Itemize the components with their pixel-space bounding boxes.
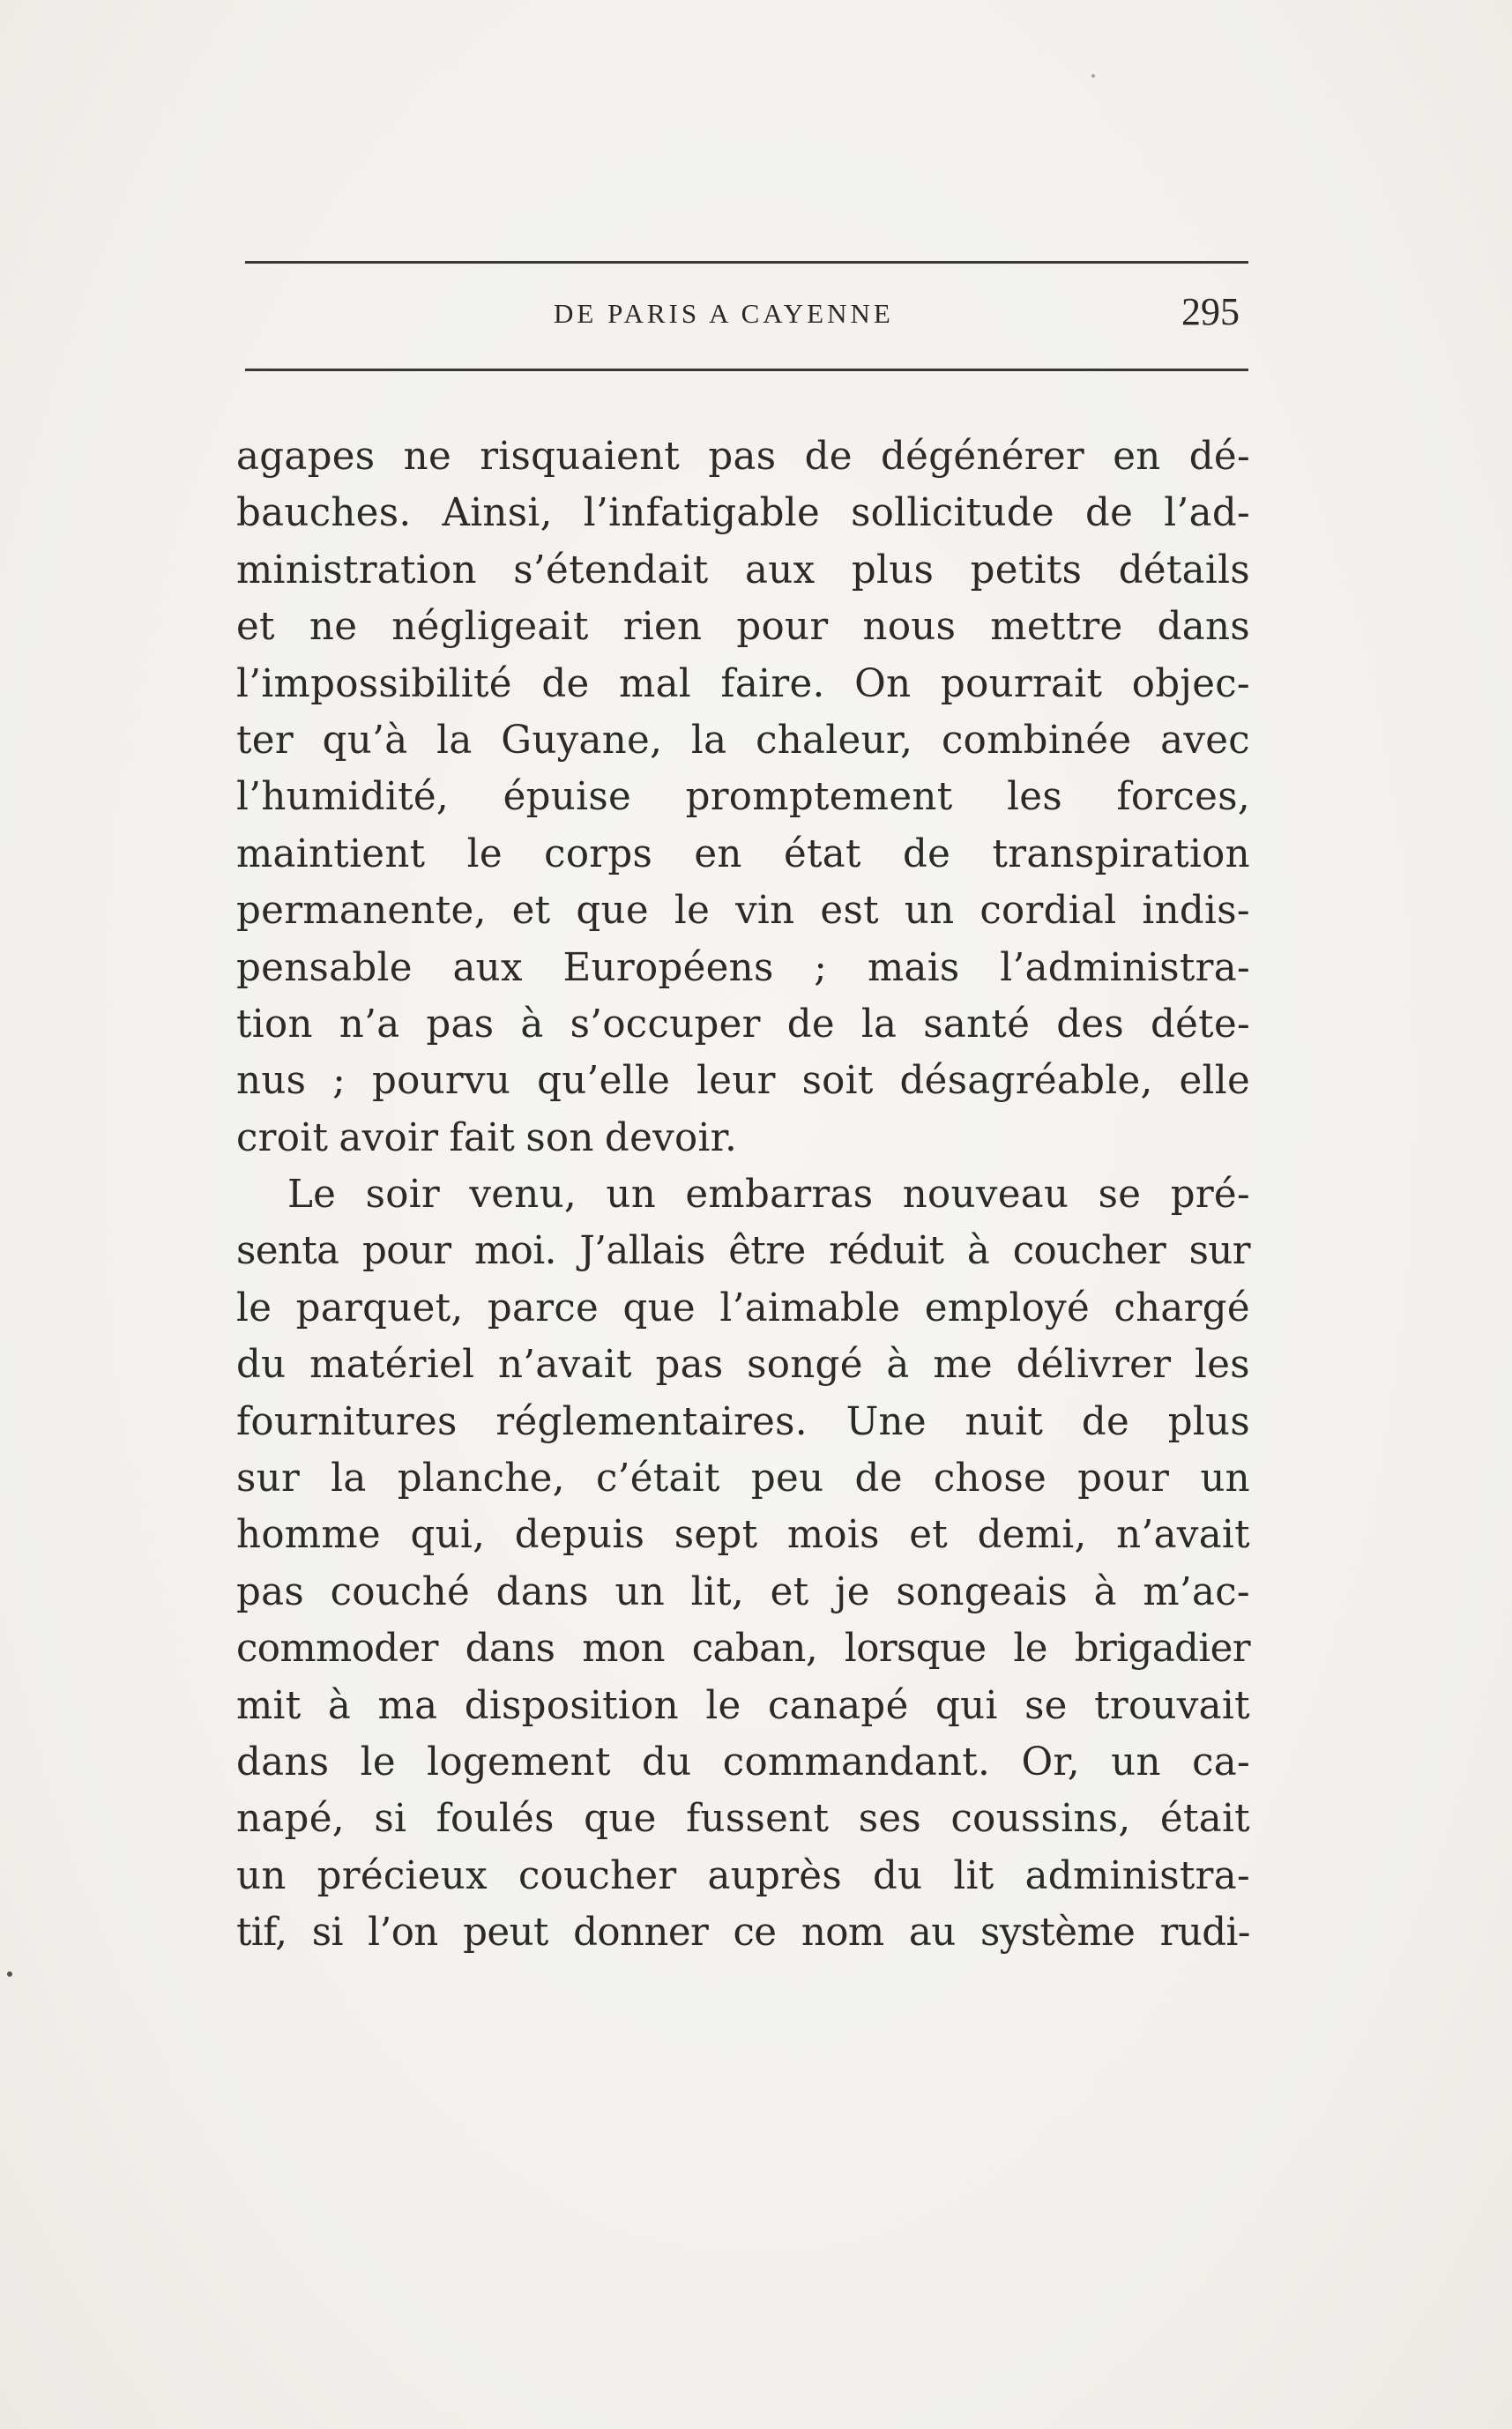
word: peu <box>750 1457 824 1501</box>
word: avec <box>1160 718 1250 763</box>
word: du <box>872 1853 923 1898</box>
word: pour <box>736 605 829 650</box>
word: dans <box>1157 605 1250 650</box>
word: aux <box>745 548 816 592</box>
word: chargé <box>1114 1285 1250 1330</box>
word: depuis <box>514 1513 645 1558</box>
word: cordial <box>979 889 1117 934</box>
word: moi. <box>474 1229 556 1274</box>
word: épuise <box>503 775 631 820</box>
word: administra- <box>1024 1853 1250 1898</box>
word: peut <box>463 1911 548 1956</box>
word: mois <box>786 1513 880 1558</box>
word: pour <box>1077 1457 1170 1501</box>
word: forces, <box>1116 775 1250 820</box>
word: tif, <box>236 1911 287 1956</box>
word: commandant. <box>722 1740 991 1784</box>
word: lit <box>953 1853 994 1898</box>
word: ; <box>814 945 828 990</box>
word: de <box>1085 491 1134 536</box>
word: l’aimable <box>719 1285 901 1330</box>
word: délivrer <box>1016 1343 1172 1388</box>
word: et <box>909 1513 949 1558</box>
word: permanente, <box>236 889 487 934</box>
text-line <box>236 1280 1250 1337</box>
text-line <box>236 1450 1250 1507</box>
word: à <box>966 1229 990 1274</box>
word: le <box>1013 1627 1047 1672</box>
word: sur <box>236 1457 301 1501</box>
word: fournitures <box>236 1399 458 1444</box>
word: de <box>541 661 590 706</box>
word: état <box>783 831 861 876</box>
word: objec- <box>1131 661 1250 706</box>
word: pas <box>708 435 777 479</box>
word: coucher <box>518 1853 677 1898</box>
text-line <box>236 1507 1250 1563</box>
word: n’avait <box>1116 1513 1250 1558</box>
word: des <box>1056 1002 1125 1047</box>
word: un <box>236 1853 287 1898</box>
word: ca- <box>1192 1740 1250 1784</box>
word: Or, <box>1021 1740 1080 1784</box>
word: pas <box>236 1569 305 1614</box>
word: nom <box>801 1911 884 1956</box>
word: m’ac- <box>1143 1569 1250 1614</box>
word: l’ad- <box>1164 491 1250 536</box>
word: précieux <box>317 1853 488 1898</box>
word: chaleur, <box>756 718 913 763</box>
word: l’impossibilité <box>236 661 512 706</box>
word: le <box>674 889 711 934</box>
word: un <box>1200 1457 1250 1501</box>
page-number: 295 <box>1181 290 1240 333</box>
word: lorsque <box>844 1627 987 1672</box>
word: de <box>786 1002 835 1047</box>
word: l’administra- <box>1000 945 1250 990</box>
word: n’avait <box>497 1343 632 1388</box>
word: que <box>576 889 649 934</box>
word: un <box>606 1173 657 1218</box>
word: matériel <box>309 1343 475 1388</box>
word: mit <box>236 1683 302 1728</box>
word: en <box>694 831 742 876</box>
word: auprès <box>707 1853 842 1898</box>
word: soir <box>365 1173 440 1218</box>
word: coucher <box>1012 1229 1166 1274</box>
word: ce <box>733 1911 777 1956</box>
word: je <box>834 1569 870 1614</box>
word: ministration <box>236 548 477 592</box>
word: devoir. <box>604 1115 738 1160</box>
word: embarras <box>685 1173 874 1218</box>
word: On <box>854 661 912 706</box>
word: pas <box>655 1343 724 1388</box>
word: son <box>525 1115 594 1160</box>
text-line <box>236 1904 1250 1961</box>
word: ter <box>236 718 294 763</box>
word: J’allais <box>579 1229 705 1274</box>
word: de <box>804 435 853 479</box>
word: donner <box>573 1911 709 1956</box>
word: pour <box>362 1229 451 1274</box>
paper-speck <box>7 1971 12 1977</box>
word: leur <box>696 1059 776 1104</box>
word: sept <box>674 1513 758 1558</box>
word: vin <box>735 889 795 934</box>
word: caban, <box>691 1627 818 1672</box>
text-line <box>236 1394 1250 1450</box>
word: demi, <box>977 1513 1087 1558</box>
word: employé <box>924 1285 1091 1330</box>
word: dans <box>236 1740 330 1784</box>
word: ne <box>403 435 451 479</box>
word: elle <box>1179 1059 1250 1104</box>
word: désagréable, <box>899 1059 1153 1104</box>
word: soit <box>801 1059 874 1104</box>
word: à <box>520 1002 544 1047</box>
word: coussins, <box>950 1797 1131 1842</box>
text-line <box>236 1564 1250 1621</box>
word: les <box>1007 775 1062 820</box>
text-line <box>236 826 1250 883</box>
word: détails <box>1118 548 1250 592</box>
word: mettre <box>990 605 1123 650</box>
word: si <box>311 1911 343 1956</box>
text-line <box>236 712 1250 769</box>
word: un <box>1111 1740 1161 1784</box>
word: système <box>980 1911 1136 1956</box>
word: parquet, <box>295 1285 464 1330</box>
word: qui <box>935 1683 998 1728</box>
word: de <box>903 831 951 876</box>
word: et <box>770 1569 809 1614</box>
word: pas <box>426 1002 495 1047</box>
word: dans <box>465 1627 555 1672</box>
word: promptement <box>685 775 953 820</box>
word: Le <box>287 1173 337 1218</box>
word: indis- <box>1142 889 1250 934</box>
word: Européens <box>562 945 774 990</box>
word: nus <box>236 1059 307 1104</box>
word: couché <box>330 1569 471 1614</box>
word: risquaient <box>480 435 681 479</box>
word: trouvait <box>1094 1683 1250 1728</box>
word: l’humidité, <box>236 775 450 820</box>
word: si <box>374 1797 407 1842</box>
word: négligeait <box>391 605 589 650</box>
word: nuit <box>965 1399 1044 1444</box>
word: me <box>933 1343 993 1388</box>
word: s’étendait <box>513 548 709 592</box>
word: qui, <box>410 1513 486 1558</box>
word: l’infatigable <box>583 491 821 536</box>
word: était <box>1159 1797 1250 1842</box>
word: c’était <box>595 1457 720 1501</box>
word: planche, <box>397 1457 565 1501</box>
word: la <box>436 718 473 763</box>
word: le <box>236 1285 272 1330</box>
running-head <box>245 289 1248 351</box>
word: Une <box>845 1399 927 1444</box>
word: napé, <box>236 1797 345 1842</box>
word: fait <box>449 1115 516 1160</box>
word: lit, <box>690 1569 745 1614</box>
word: rudi- <box>1159 1911 1250 1956</box>
word: que <box>584 1797 657 1842</box>
word: songeais <box>896 1569 1069 1614</box>
word: santé <box>923 1002 1031 1047</box>
word: le <box>705 1683 741 1728</box>
word: parce <box>487 1285 600 1330</box>
word: corps <box>544 831 653 876</box>
text-line <box>236 656 1250 712</box>
word: en <box>1113 435 1161 479</box>
word: qu’à <box>322 718 408 763</box>
word: avoir <box>339 1115 439 1160</box>
word: maintient <box>236 831 426 876</box>
word: le <box>360 1740 396 1784</box>
text-line <box>236 599 1250 655</box>
word: la <box>690 718 727 763</box>
word: agapes <box>236 435 376 479</box>
word: qu’elle <box>537 1059 671 1104</box>
word: est <box>820 889 879 934</box>
text-line <box>236 1678 1250 1734</box>
text-line <box>236 485 1250 541</box>
word: pré- <box>1170 1173 1250 1218</box>
text-line <box>236 1337 1250 1393</box>
word: être <box>728 1229 806 1274</box>
word: de <box>1081 1399 1130 1444</box>
word: nous <box>862 605 957 650</box>
word: pourvu <box>371 1059 511 1104</box>
word: nouveau <box>902 1173 1069 1218</box>
word: sur <box>1188 1229 1250 1274</box>
running-title: DE PARIS A CAYENNE <box>554 298 894 329</box>
word: dans <box>495 1569 589 1614</box>
text-line <box>236 1791 1250 1847</box>
word: plus <box>851 548 935 592</box>
word: se <box>1024 1683 1068 1728</box>
word: du <box>236 1343 287 1388</box>
word: venu, <box>469 1173 577 1218</box>
word: logement <box>427 1740 611 1784</box>
word: sollicitude <box>851 491 1054 536</box>
word: la <box>331 1457 367 1501</box>
text-line <box>236 1110 1250 1166</box>
word: bauches. <box>236 491 412 536</box>
word: transpiration <box>992 831 1250 876</box>
text-line <box>236 1621 1250 1677</box>
text-line <box>236 883 1250 939</box>
word: que <box>622 1285 696 1330</box>
text-line <box>236 769 1250 825</box>
word: mal <box>619 661 692 706</box>
word: s’occuper <box>570 1002 761 1047</box>
word: mais <box>867 945 960 990</box>
word: réglementaires. <box>495 1399 808 1444</box>
word: réduit <box>829 1229 944 1274</box>
text-line <box>236 1166 1250 1223</box>
text-line <box>236 428 1250 485</box>
word: foulés <box>436 1797 555 1842</box>
word: n’a <box>339 1002 400 1047</box>
word: de <box>854 1457 903 1501</box>
text-line <box>236 1223 1250 1279</box>
word: combinée <box>941 718 1132 763</box>
word: fussent <box>686 1797 830 1842</box>
word: croit <box>236 1115 329 1160</box>
word: dé- <box>1188 435 1250 479</box>
word: faire. <box>720 661 825 706</box>
header-top-rule <box>245 261 1248 264</box>
paper-speck <box>1091 74 1095 78</box>
word: l’on <box>368 1911 438 1956</box>
word: Guyane, <box>501 718 663 763</box>
word: rien <box>622 605 703 650</box>
word: pourrait <box>940 661 1103 706</box>
word: déte- <box>1150 1002 1250 1047</box>
word: à <box>327 1683 352 1728</box>
word: le <box>466 831 503 876</box>
word: ne <box>309 605 358 650</box>
text-line <box>236 1848 1250 1904</box>
word: ma <box>377 1683 438 1728</box>
word: songé <box>747 1343 863 1388</box>
word: chose <box>933 1457 1047 1501</box>
word: disposition <box>464 1683 679 1728</box>
word: un <box>904 889 955 934</box>
text-line <box>236 542 1250 599</box>
word: aux <box>452 945 523 990</box>
word: senta <box>236 1229 339 1274</box>
header-bottom-rule <box>245 369 1248 371</box>
word: tion <box>236 1002 313 1047</box>
word: dégénérer <box>881 435 1084 479</box>
word: pensable <box>236 945 413 990</box>
word: et <box>236 605 275 650</box>
text-line <box>236 1734 1250 1791</box>
word: la <box>860 1002 898 1047</box>
text-line <box>236 940 1250 996</box>
text-line <box>236 1053 1250 1109</box>
word: plus <box>1167 1399 1250 1444</box>
word: Ainsi, <box>442 491 553 536</box>
word: à <box>886 1343 910 1388</box>
word: et <box>511 889 551 934</box>
word: petits <box>970 548 1083 592</box>
word: au <box>908 1911 956 1956</box>
word: homme <box>236 1513 381 1558</box>
body-text <box>236 428 1250 1962</box>
word: canapé <box>767 1683 909 1728</box>
word: du <box>642 1740 692 1784</box>
word: les <box>1195 1343 1250 1388</box>
word: se <box>1098 1173 1142 1218</box>
word: ses <box>858 1797 921 1842</box>
word: commoder <box>236 1627 438 1672</box>
word: mon <box>582 1627 665 1672</box>
text-line <box>236 996 1250 1053</box>
word: brigadier <box>1074 1627 1250 1672</box>
word: ; <box>332 1059 346 1104</box>
word: un <box>614 1569 666 1614</box>
word: à <box>1093 1569 1117 1614</box>
